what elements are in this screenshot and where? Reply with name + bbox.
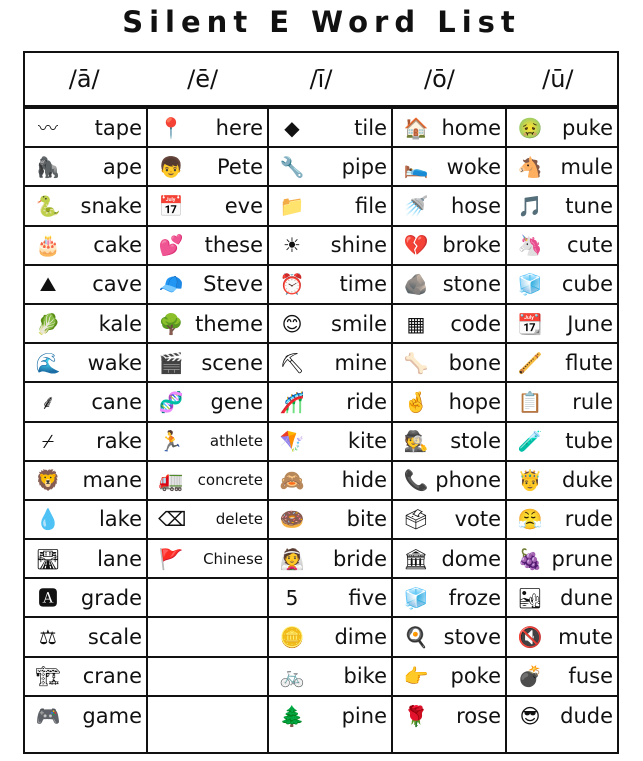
word-label: mule — [560, 154, 613, 179]
music-note-icon: 🎵 — [517, 193, 543, 218]
header-long-e: /ē/ — [187, 65, 219, 93]
word-label: code — [450, 311, 501, 336]
word-label: June — [567, 311, 613, 336]
word-cell — [393, 344, 505, 383]
word-cell — [269, 579, 391, 618]
word-cell — [507, 266, 617, 305]
bomb-fuse-icon: 💣 — [517, 664, 543, 689]
word-label: mane — [82, 468, 142, 493]
word-label: rule — [572, 389, 613, 414]
word-cell — [507, 344, 617, 383]
word-cell — [269, 658, 391, 697]
word-label: pine — [341, 704, 387, 729]
word-label: Steve — [203, 272, 263, 297]
word-label: five — [348, 585, 387, 610]
unicorn-icon: 🦄 — [517, 233, 543, 258]
word-cell — [507, 658, 617, 697]
word-label: kite — [347, 429, 387, 454]
mule-icon: 🐴 — [517, 154, 543, 179]
word-cell — [507, 305, 617, 344]
tube-icon: 🧪 — [517, 429, 543, 454]
word-label: phone — [435, 468, 501, 493]
word-label: woke — [446, 154, 501, 179]
boy-icon: 👦 — [158, 154, 184, 179]
word-grid — [25, 109, 617, 752]
lake-icon: 💧 — [35, 507, 61, 532]
word-cell — [269, 697, 391, 736]
flute-player-icon: 🪈 — [517, 350, 543, 375]
thief-icon: 🕵 — [403, 429, 429, 454]
word-label: broke — [442, 233, 501, 258]
word-cell — [269, 266, 391, 305]
word-label: ride — [346, 389, 387, 414]
word-label: kale — [98, 311, 142, 336]
word-label: bride — [332, 546, 387, 571]
folder-icon: 📁 — [279, 193, 305, 218]
word-label: tape — [94, 115, 142, 140]
hiding-kid-icon: 🙈 — [279, 468, 305, 493]
word-cell — [393, 423, 505, 462]
sick-face-icon: 🤢 — [517, 115, 543, 140]
word-cell — [25, 344, 146, 383]
word-label: grade — [80, 585, 142, 610]
word-cell — [148, 266, 267, 305]
word-cell — [25, 462, 146, 501]
bicycle-icon: 🚲 — [279, 664, 305, 689]
word-label: concrete — [197, 471, 263, 490]
word-cell — [393, 109, 505, 148]
word-label: game — [82, 704, 142, 729]
cake-icon: 🎂 — [35, 233, 61, 258]
rules-icon: 📋 — [517, 389, 543, 414]
word-cell — [507, 423, 617, 462]
word-label: puke — [562, 115, 613, 140]
word-cell — [25, 579, 146, 618]
sand-dune-icon: 🏜 — [517, 585, 543, 610]
word-cell — [507, 383, 617, 422]
word-label: lane — [97, 546, 142, 571]
word-cell — [269, 423, 391, 462]
word-cell — [393, 462, 505, 501]
word-label: athlete — [209, 432, 263, 451]
word-cell — [393, 658, 505, 697]
word-label: lake — [98, 507, 142, 532]
map-pin-icon: 📍 — [158, 115, 184, 140]
word-label: cake — [93, 233, 142, 258]
long-e-column — [148, 109, 269, 752]
word-cell — [148, 658, 267, 697]
word-cell — [25, 148, 146, 187]
header-long-u: /ū/ — [542, 65, 574, 93]
word-label: tube — [565, 429, 613, 454]
word-label: hose — [450, 193, 501, 218]
word-label: stone — [442, 272, 501, 297]
header-row — [25, 53, 617, 109]
word-label: rose — [456, 704, 501, 729]
word-cell — [148, 423, 267, 462]
rubiks-cube-icon: 🧊 — [517, 272, 543, 297]
word-cell — [25, 423, 146, 462]
word-label: dune — [560, 585, 613, 610]
word-label: hide — [341, 468, 387, 493]
word-cell — [507, 697, 617, 736]
word-label: home — [441, 115, 501, 140]
hearts-icon: 💕 — [158, 233, 184, 258]
word-label: cane — [91, 389, 142, 414]
word-label: fuse — [568, 664, 613, 689]
lion-icon: 🦁 — [35, 468, 61, 493]
coin-icon: 🪙 — [279, 625, 305, 650]
word-label: dime — [334, 625, 387, 650]
word-cell — [148, 383, 267, 422]
long-o-column — [393, 109, 507, 752]
alarm-clock-icon: ⏰ — [279, 272, 305, 297]
word-cell — [393, 187, 505, 226]
kale-icon: 🥬 — [35, 311, 61, 336]
word-label: these — [204, 233, 263, 258]
word-cell — [25, 618, 146, 657]
word-label: froze — [448, 585, 501, 610]
word-cell — [25, 658, 146, 697]
grade-icon: 🅰 — [38, 585, 58, 610]
word-cell — [148, 501, 267, 540]
mute-icon: 🔇 — [517, 625, 543, 650]
word-label: prune — [551, 546, 613, 571]
word-label: tile — [354, 115, 387, 140]
clapperboard-icon: 🎬 — [158, 350, 184, 375]
sun-icon: ☀ — [283, 233, 301, 258]
bride-icon: 👰 — [279, 546, 305, 571]
crossed-fingers-icon: 🤞 — [403, 389, 429, 414]
prune-icon: 🍇 — [517, 546, 543, 571]
wave-icon: 🌊 — [35, 350, 61, 375]
stone-icon: 🪨 — [403, 272, 429, 297]
word-label: stole — [450, 429, 501, 454]
china-flag-icon: 🚩 — [158, 546, 184, 571]
word-cell — [393, 579, 505, 618]
word-cell — [25, 227, 146, 266]
word-label: dome — [441, 546, 501, 571]
donut-icon: 🍩 — [279, 507, 305, 532]
word-cell — [25, 501, 146, 540]
word-cell — [393, 266, 505, 305]
kite-icon: 🪁 — [279, 429, 305, 454]
tile-icon: ◆ — [284, 115, 300, 140]
smiley-icon: 😊 — [281, 311, 303, 336]
word-label: tune — [565, 193, 613, 218]
word-cell — [25, 109, 146, 148]
word-label: snake — [80, 193, 142, 218]
word-cell — [269, 344, 391, 383]
word-cell — [269, 501, 391, 540]
word-cell — [393, 540, 505, 579]
word-cell — [393, 501, 505, 540]
word-cell — [269, 540, 391, 579]
page-title: Silent E Word List — [122, 5, 521, 39]
word-label: stove — [443, 625, 501, 650]
word-cell — [507, 501, 617, 540]
word-label: delete — [215, 510, 263, 529]
pine-tree-icon: 🌲 — [279, 704, 305, 729]
word-label: wake — [87, 350, 142, 375]
rude-person-icon: 😤 — [517, 507, 543, 532]
word-cell — [393, 618, 505, 657]
ice-cube-icon: 🧊 — [403, 585, 429, 610]
word-label: time — [339, 272, 387, 297]
word-label: bone — [448, 350, 501, 375]
phone-icon: 📞 — [403, 468, 429, 493]
word-label: vote — [454, 507, 501, 532]
game-controller-icon: 🎮 — [35, 704, 61, 729]
word-cell — [507, 618, 617, 657]
word-label: dude — [560, 704, 613, 729]
gorilla-icon: 🦍 — [35, 154, 61, 179]
word-label: scale — [87, 625, 142, 650]
word-cell — [393, 383, 505, 422]
header-long-i: /ī/ — [309, 65, 333, 93]
word-cell — [507, 227, 617, 266]
word-label: here — [215, 115, 263, 140]
word-label: pipe — [341, 154, 387, 179]
word-cell — [148, 344, 267, 383]
word-cell — [393, 148, 505, 187]
word-cell — [148, 305, 267, 344]
delete-key-icon: ⌫ — [158, 507, 187, 532]
number-five-icon: 5 — [285, 585, 299, 610]
road-icon: 🛣 — [35, 546, 61, 571]
long-u-column — [507, 109, 617, 752]
word-cell — [507, 540, 617, 579]
roller-coaster-icon: 🎢 — [279, 389, 305, 414]
broken-heart-icon: 💔 — [403, 233, 429, 258]
calendar-icon: 📅 — [158, 193, 184, 218]
cave-icon: ⛰ — [39, 272, 57, 297]
stove-icon: 🍳 — [403, 625, 429, 650]
duke-icon: 🤴 — [517, 468, 543, 493]
word-cell — [25, 383, 146, 422]
word-label: Chinese — [203, 549, 263, 568]
snake-icon: 🐍 — [35, 193, 61, 218]
word-cell — [269, 187, 391, 226]
crane-icon: 🏗 — [35, 664, 61, 689]
dna-icon: 🧬 — [158, 389, 184, 414]
word-cell — [148, 148, 267, 187]
word-cell — [25, 187, 146, 226]
word-cell — [507, 148, 617, 187]
word-label: mine — [334, 350, 387, 375]
word-label: crane — [82, 664, 142, 689]
word-cell — [269, 227, 391, 266]
bone-icon: 🦴 — [403, 350, 429, 375]
word-label: smile — [331, 311, 387, 336]
word-label: cube — [561, 272, 613, 297]
word-label: poke — [450, 664, 501, 689]
poking-finger-icon: 👉 — [403, 664, 429, 689]
word-cell — [269, 109, 391, 148]
word-label: gene — [210, 389, 263, 414]
word-cell — [393, 227, 505, 266]
word-cell — [507, 109, 617, 148]
word-label: duke — [562, 468, 613, 493]
word-label: rude — [564, 507, 613, 532]
word-cell — [393, 697, 505, 736]
waking-person-icon: 🛌 — [403, 154, 429, 179]
cool-face-icon: 😎 — [519, 704, 541, 729]
house-icon: 🏠 — [403, 115, 429, 140]
word-label: eve — [224, 193, 263, 218]
word-cell — [148, 462, 267, 501]
word-label: Pete — [217, 154, 263, 179]
word-cell — [148, 697, 267, 736]
man-icon: 🧢 — [158, 272, 184, 297]
long-i-column — [269, 109, 393, 752]
header-long-a: /ā/ — [68, 65, 100, 93]
word-cell — [148, 187, 267, 226]
word-cell — [148, 618, 267, 657]
word-cell — [507, 462, 617, 501]
word-cell — [148, 109, 267, 148]
word-label: file — [355, 193, 387, 218]
word-label: mute — [558, 625, 613, 650]
word-cell — [25, 697, 146, 736]
word-label: flute — [565, 350, 613, 375]
scale-icon: ⚖ — [39, 625, 57, 650]
rose-icon: 🌹 — [403, 704, 429, 729]
pickaxe-icon: ⛏ — [279, 350, 305, 375]
brain-tree-icon: 🌳 — [158, 311, 184, 336]
tape-icon: 〰 — [38, 115, 58, 140]
word-cell — [507, 579, 617, 618]
word-label: cave — [92, 272, 142, 297]
word-table — [23, 51, 619, 754]
word-label: scene — [201, 350, 263, 375]
qr-code-icon: ▦ — [406, 311, 426, 336]
word-cell — [25, 540, 146, 579]
word-label: rake — [96, 429, 142, 454]
header-long-o: /ō/ — [423, 65, 455, 93]
word-cell — [269, 462, 391, 501]
word-label: bite — [346, 507, 387, 532]
pipe-icon: 🔧 — [279, 154, 305, 179]
word-cell — [269, 305, 391, 344]
word-cell — [507, 187, 617, 226]
word-cell — [25, 305, 146, 344]
word-label: shine — [330, 233, 387, 258]
word-label: theme — [195, 311, 263, 336]
word-cell — [148, 227, 267, 266]
word-cell — [25, 266, 146, 305]
word-label: hope — [448, 389, 501, 414]
word-cell — [269, 148, 391, 187]
word-label: bike — [343, 664, 387, 689]
capitol-dome-icon: 🏛 — [403, 546, 429, 571]
long-a-column — [25, 109, 148, 752]
word-cell — [148, 579, 267, 618]
hose-icon: 🚿 — [403, 193, 429, 218]
calendar-june-icon: 📆 — [517, 311, 543, 336]
word-cell — [393, 305, 505, 344]
ballot-box-icon: 🗳 — [403, 507, 429, 532]
word-cell — [269, 618, 391, 657]
word-cell — [269, 383, 391, 422]
runner-icon: 🏃 — [158, 429, 184, 454]
word-label: cute — [566, 233, 613, 258]
cane-icon: ⸙ — [40, 389, 56, 414]
rake-icon: ⌿ — [42, 429, 54, 454]
word-label: ape — [102, 154, 142, 179]
cement-truck-icon: 🚛 — [158, 468, 184, 493]
word-cell — [148, 540, 267, 579]
